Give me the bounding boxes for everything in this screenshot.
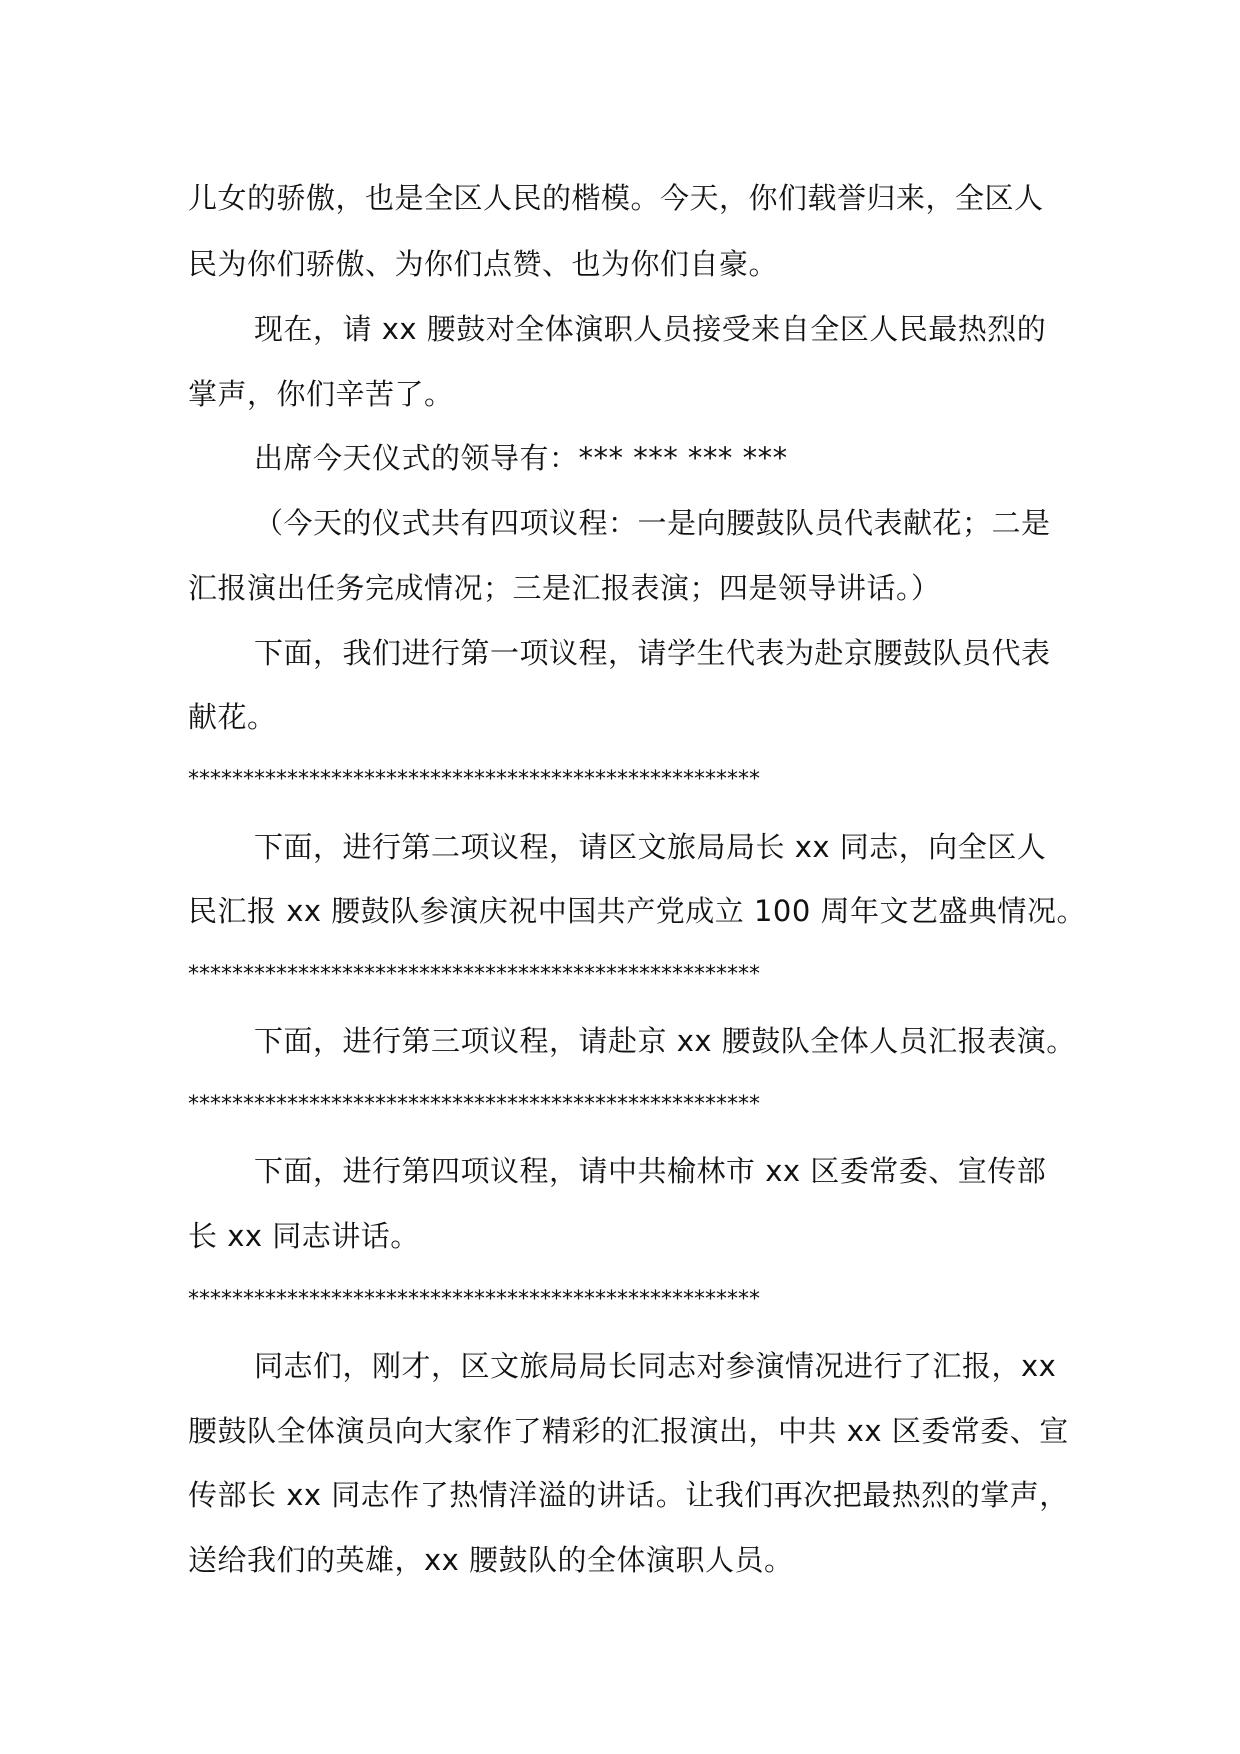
- agenda-note-line: （今天的仪式共有四项议程：一是向腰鼓队员代表献花；二是: [254, 506, 1051, 540]
- closing-paragraph-line: 腰鼓队全体演员向大家作了精彩的汇报演出，中共 xx 区委常委、宣: [188, 1414, 1069, 1448]
- agenda-note-line: 汇报演出任务完成情况；三是汇报表演；四是领导讲话。）: [188, 571, 941, 605]
- body-text-line: 民为你们骄傲、为你们点赞、也为你们自豪。: [188, 247, 779, 281]
- body-text-line: 儿女的骄傲，也是全区人民的楷模。今天，你们载誉归来，全区人: [188, 181, 1044, 215]
- agenda-item-one-line: 下面，我们进行第一项议程，请学生代表为赴京腰鼓队员代表: [254, 636, 1051, 670]
- separator-line: ****************************************************: [188, 1287, 760, 1312]
- agenda-item-two-line: 民汇报 xx 腰鼓队参演庆祝中国共产党成立 100 周年文艺盛典情况。: [188, 894, 1087, 928]
- body-text-line: 掌声，你们辛苦了。: [188, 377, 454, 411]
- agenda-item-four-line: 下面，进行第四项议程，请中共榆林市 xx 区委常委、宣传部: [254, 1154, 1047, 1188]
- separator-line: ****************************************************: [188, 767, 760, 792]
- closing-paragraph-line: 同志们，刚才，区文旅局局长同志对参演情况进行了汇报，xx: [254, 1349, 1057, 1383]
- closing-paragraph-line: 送给我们的英雄，xx 腰鼓队的全体演职人员。: [188, 1543, 794, 1577]
- separator-line: ****************************************************: [188, 962, 760, 987]
- agenda-item-one-line: 献花。: [188, 700, 277, 734]
- attending-leaders-line: 出席今天仪式的领导有：*** *** *** ***: [254, 441, 788, 475]
- separator-line: ****************************************************: [188, 1092, 760, 1117]
- agenda-item-three-line: 下面，进行第三项议程，请赴京 xx 腰鼓队全体人员汇报表演。: [254, 1024, 1076, 1058]
- paragraph-first-line: 现在，请 xx 腰鼓对全体演职人员接受来自全区人民最热烈的: [254, 312, 1047, 346]
- agenda-item-four-line: 长 xx 同志讲话。: [188, 1219, 420, 1253]
- agenda-item-two-line: 下面，进行第二项议程，请区文旅局局长 xx 同志，向全区人: [254, 830, 1047, 864]
- closing-paragraph-line: 传部长 xx 同志作了热情洋溢的讲话。让我们再次把最热烈的掌声，: [188, 1478, 1069, 1512]
